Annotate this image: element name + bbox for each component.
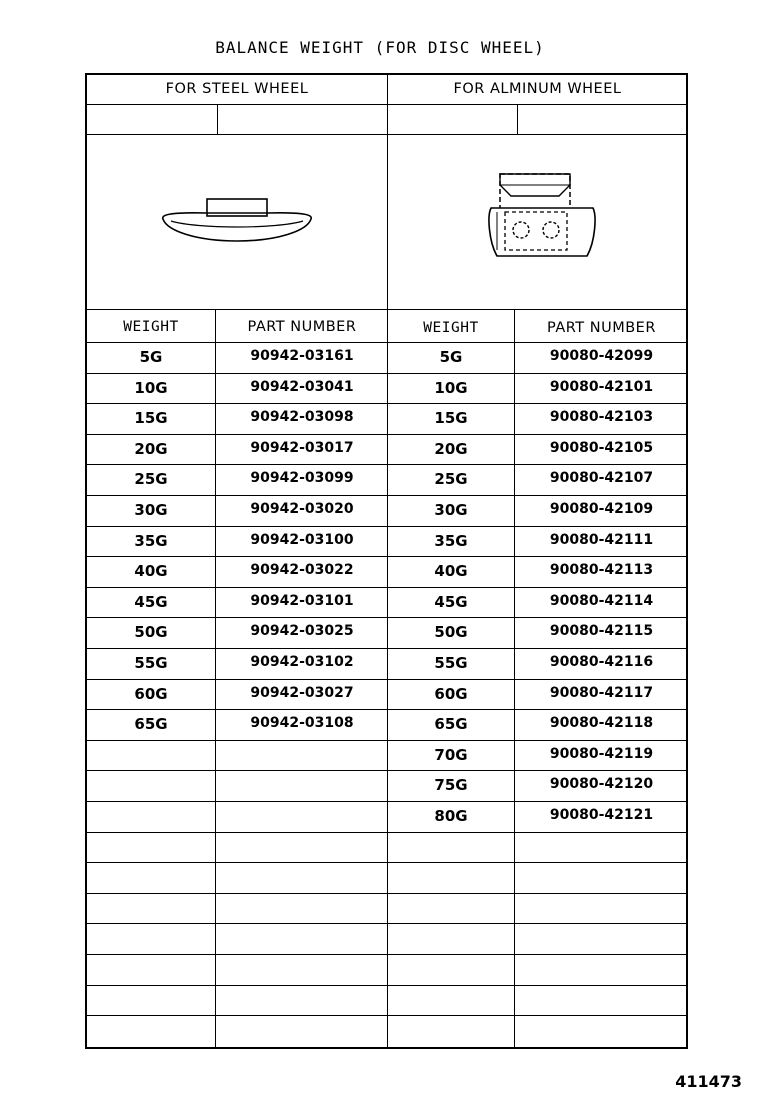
steel-part-number-cell: 90942-03099 — [250, 470, 354, 487]
alum-part-number-cell: 90080-42103 — [549, 409, 654, 426]
steel-part-number-cell: 90942-03017 — [250, 439, 354, 456]
steel-part-number-cell: 90942-03022 — [250, 562, 354, 579]
alum-weight-cell: 50G — [434, 623, 468, 642]
alum-weight-cell: 75G — [434, 776, 468, 795]
alum-part-number-cell: 90080-42115 — [549, 623, 654, 640]
center-divider — [387, 75, 388, 1047]
row-divider — [87, 617, 686, 618]
row-divider — [87, 556, 686, 557]
alum-part-number-cell: 90080-42101 — [549, 378, 654, 395]
alum-weight-cell: 10G — [434, 378, 468, 397]
alum-part-number-cell: 90080-42105 — [549, 439, 654, 456]
alum-weight-cell: 30G — [434, 501, 468, 519]
row-divider — [87, 832, 686, 833]
alum-weight-cell: 65G — [434, 715, 468, 734]
steel-weight-cell: 40G — [134, 562, 168, 581]
row-divider — [87, 373, 686, 374]
steel-part-header: PART NUMBER — [247, 319, 357, 335]
alum-weight-cell: 35G — [434, 531, 468, 550]
steel-weight-cell: 45G — [134, 592, 168, 611]
steel-part-number-cell: 90942-03101 — [250, 592, 354, 609]
alum-part-number-cell: 90080-42119 — [549, 745, 654, 762]
alum-weight-cell: 55G — [434, 654, 468, 672]
alum-weight-header: WEIGHT — [423, 320, 479, 336]
row-divider — [87, 740, 686, 741]
alum-part-number-cell: 90080-42099 — [549, 348, 654, 364]
document-title: BALANCE WEIGHT (FOR DISC WHEEL) — [215, 38, 545, 57]
row-divider — [87, 495, 686, 496]
row-divider — [87, 403, 686, 404]
alum-part-number-cell: 90080-42107 — [549, 470, 654, 487]
steel-part-number-cell: 90942-03108 — [250, 715, 354, 732]
alum-weight-cell: 60G — [434, 684, 468, 703]
row-divider — [87, 679, 686, 680]
steel-weight-cell: 55G — [134, 654, 168, 672]
steel-sub-divider — [217, 104, 218, 134]
row-divider — [87, 648, 686, 649]
alum-part-number-cell: 90080-42111 — [549, 531, 654, 548]
steel-weight-cell: 5G — [139, 348, 163, 366]
alum-weight-cell: 25G — [434, 470, 468, 489]
row-divider — [87, 434, 686, 435]
row-divider — [87, 985, 686, 986]
alum-part-number-cell: 90080-42121 — [549, 807, 654, 823]
steel-wheel-header: FOR STEEL WHEEL — [165, 81, 309, 97]
row-divider — [87, 801, 686, 802]
alum-weight-cell: 45G — [434, 592, 468, 611]
steel-part-number-cell: 90942-03020 — [250, 501, 354, 517]
steel-weight-cell: 35G — [134, 531, 168, 550]
balance-weight-table — [85, 73, 688, 1049]
alum-weight-cell: 40G — [434, 562, 468, 581]
alum-sub-divider — [517, 104, 518, 134]
alum-part-number-cell: 90080-42117 — [549, 684, 654, 701]
steel-weight-cell: 15G — [134, 409, 168, 428]
steel-weight-header: WEIGHT — [123, 319, 179, 335]
steel-part-number-cell: 90942-03102 — [250, 654, 354, 670]
alum-part-number-cell: 90080-42116 — [549, 654, 654, 670]
row-divider — [87, 709, 686, 710]
alum-weight-cell: 5G — [439, 348, 463, 366]
alum-weight-cell: 20G — [434, 439, 468, 458]
steel-part-number-cell: 90942-03041 — [250, 378, 354, 395]
row-divider — [87, 893, 686, 894]
row-divider — [87, 526, 686, 527]
row-divider — [87, 923, 686, 924]
row-divider — [87, 342, 686, 343]
alum-part-header: PART NUMBER — [547, 320, 656, 336]
aluminum-weight-icon — [477, 172, 602, 262]
steel-weight-cell: 25G — [134, 470, 168, 489]
row-divider — [87, 587, 686, 588]
row-divider — [87, 770, 686, 771]
alum-part-number-cell: 90080-42114 — [549, 592, 654, 609]
row-divider — [87, 464, 686, 465]
steel-part-number-cell: 90942-03161 — [250, 348, 354, 364]
drawing-code: 411473 — [675, 1072, 742, 1091]
alum-part-number-cell: 90080-42113 — [549, 562, 654, 579]
alum-wheel-header: FOR ALMINUM WHEEL — [453, 81, 622, 97]
alum-weight-cell: 70G — [434, 745, 468, 764]
steel-weight-cell: 50G — [134, 623, 168, 642]
steel-part-number-cell: 90942-03100 — [250, 531, 354, 548]
steel-weight-cell: 30G — [134, 501, 168, 519]
steel-weight-icon — [157, 193, 317, 247]
steel-part-number-cell: 90942-03027 — [250, 684, 354, 701]
alum-part-number-cell: 90080-42120 — [549, 776, 654, 793]
steel-weight-cell: 65G — [134, 715, 168, 734]
row-divider — [87, 954, 686, 955]
alum-part-number-cell: 90080-42118 — [549, 715, 654, 732]
alum-weight-cell: 15G — [434, 409, 468, 428]
row-divider — [87, 1015, 686, 1016]
steel-part-number-cell: 90942-03098 — [250, 409, 354, 426]
alum-weight-cell: 80G — [434, 807, 468, 825]
steel-weight-cell: 10G — [134, 378, 168, 397]
row-divider — [87, 862, 686, 863]
alum-part-number-cell: 90080-42109 — [549, 501, 654, 517]
steel-part-number-cell: 90942-03025 — [250, 623, 354, 640]
steel-weight-cell: 20G — [134, 439, 168, 458]
steel-weight-cell: 60G — [134, 684, 168, 703]
